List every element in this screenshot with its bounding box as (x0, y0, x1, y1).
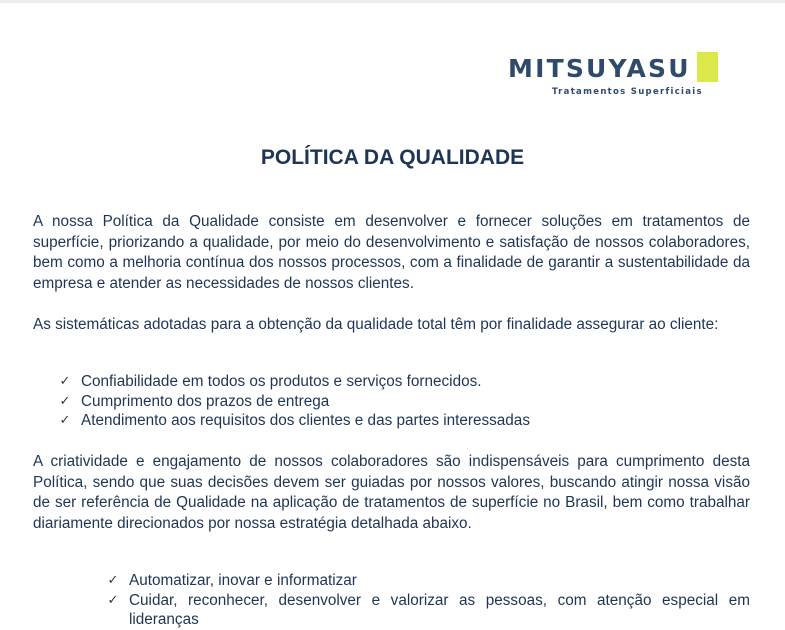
list-item (57, 392, 757, 412)
logo-accent-square (697, 52, 718, 82)
logo-tagline: Tratamentos Superficiais (552, 87, 703, 97)
paragraph-creativity: A criatividade e engajamento de nossos colaboradores são indispensáveis para cumprimento desta Política, sendo que suas decisões devem ser guiadas por nossos valores, buscando atingir nossa visão de ser referência de Qualidade na aplicação de tratamentos de superfície no Brasil, bem como trabalhar diariamente direcionados por nossa estratégia detalhada abaixo. (33, 453, 750, 532)
list-item-text: Cuidar, reconhecer, desenvolver e valorizar as pessoas, com atenção especial em lideranças (129, 591, 750, 628)
list-item (57, 411, 757, 431)
list-item-text: Confiabilidade em todos os produtos e serviços fornecidos. (81, 373, 482, 390)
document-title: POLÍTICA DA QUALIDADE (260, 146, 525, 169)
company-logo (508, 50, 723, 100)
top-border (0, 0, 785, 3)
checklist-strategy (105, 571, 750, 630)
paragraph-systematics: As sistemáticas adotadas para a obtenção da qualidade total têm por finalidade assegurar ao cliente: (33, 316, 719, 333)
list-item-text: Automatizar, inovar e informatizar (129, 572, 357, 589)
list-item (105, 571, 750, 591)
list-item-text: Cumprimento dos prazos de entrega (81, 392, 330, 410)
list-item (105, 591, 750, 630)
list-item (57, 372, 757, 392)
list-item-text: Atendimento aos requisitos dos clientes e das partes interessadas (81, 412, 530, 429)
paragraph-intro: A nossa Política da Qualidade consiste em desenvolver e fornecer soluções em tratamentos de superfície, priorizando a qualidade, por meio do desenvolvimento e satisfação de nossos colaboradores, bem como a melhoria contínua dos nossos processos, com a finalidade de garantir a sustentabilidade da empresa e atender as necessidades de nossos clientes. (33, 213, 750, 292)
checklist-client-assurances (57, 372, 757, 431)
check-icon: ✓ (59, 374, 71, 389)
logo-wordmark: MITSUYASU (508, 54, 691, 83)
check-icon: ✓ (59, 393, 71, 409)
check-icon: ✓ (107, 592, 119, 608)
check-icon: ✓ (59, 413, 71, 428)
check-icon: ✓ (107, 573, 119, 588)
